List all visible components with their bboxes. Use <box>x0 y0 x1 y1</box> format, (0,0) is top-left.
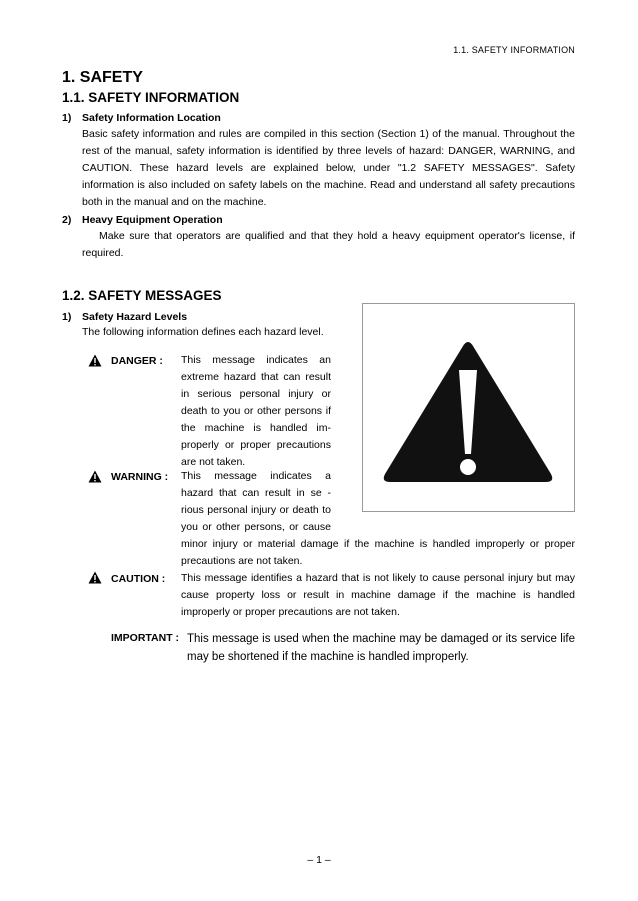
section-title-1-1: 1.1. SAFETY INFORMATION <box>62 90 240 105</box>
text-line: cause property loss or result in machine damage if the machine is handled <box>181 589 575 601</box>
item-body: Basic safety information and rules are compiled in this section (Section 1) of the manual. Throughout the rest of the manual, safety information is identified by three levels of hazard: DANGER, WARNING, and CAUTION. These hazard levels are explained below, under "1.2 SAFETY MESSAGES". Safety information is also included on safety labels on the machine. Read and understand all safety precautions both in the manual and on the machine. <box>82 128 575 208</box>
warning-triangle-icon <box>363 304 574 511</box>
text-line: improperly or proper precautions are not taken. <box>181 606 400 618</box>
item-heading: Safety Information Location <box>82 112 221 124</box>
text-line: the machine is handled im- <box>181 422 331 434</box>
text-line: extreme hazard that can result <box>181 371 331 383</box>
item-number: 2) <box>62 214 72 226</box>
text-line: hazard that can result in se - <box>181 487 331 499</box>
warning-sign-image <box>362 303 575 512</box>
warning-triangle-icon <box>88 571 102 584</box>
item-heading: Safety Hazard Levels <box>82 311 188 323</box>
text-line: rious personal injury or death to <box>181 504 331 516</box>
running-header: 1.1. SAFETY INFORMATION <box>453 45 575 55</box>
item-intro: The following information defines each hazard level. <box>82 326 324 338</box>
important-description <box>187 630 575 666</box>
text-line: are not taken. <box>181 456 246 468</box>
text-line: This message is used when the machine may be damaged or its service life <box>187 633 575 645</box>
text-line: in serious personal injury or <box>181 388 331 400</box>
item-number: 1) <box>62 311 72 323</box>
warning-triangle-icon <box>88 470 102 483</box>
chapter-title: 1. SAFETY <box>62 69 143 86</box>
danger-label: DANGER : <box>111 355 163 367</box>
warning-label: WARNING : <box>111 471 169 483</box>
text-line: This message identifies a hazard that is not likely to cause personal injury but may <box>181 572 575 584</box>
text-line: death to you or other persons if <box>181 405 331 417</box>
page-number: – 1 – <box>307 854 331 866</box>
text-line: This message indicates an <box>181 354 331 366</box>
warning-description <box>181 468 331 536</box>
caution-description <box>181 570 575 621</box>
text-line: properly or proper precautions <box>181 439 331 451</box>
important-label: IMPORTANT : <box>111 632 180 644</box>
text-line: minor injury or material damage if the machine is handled improperly or proper <box>181 538 575 550</box>
danger-description <box>181 352 331 471</box>
warning-description-continued <box>181 536 575 570</box>
item-heading: Heavy Equipment Operation <box>82 214 223 226</box>
text-line: This message indicates a <box>181 470 331 482</box>
text-line: you or other persons, or cause <box>181 521 331 533</box>
text-line: precautions are not taken. <box>181 555 303 567</box>
item-number: 1) <box>62 112 72 124</box>
section-title-1-2: 1.2. SAFETY MESSAGES <box>62 288 222 303</box>
text-line: may be shortened if the machine is handled improperly. <box>187 651 469 663</box>
item-body: Make sure that operators are qualified and that they hold a heavy equipment operator's license, if required. <box>82 230 575 259</box>
caution-label: CAUTION : <box>111 573 166 585</box>
warning-triangle-icon <box>88 354 102 367</box>
